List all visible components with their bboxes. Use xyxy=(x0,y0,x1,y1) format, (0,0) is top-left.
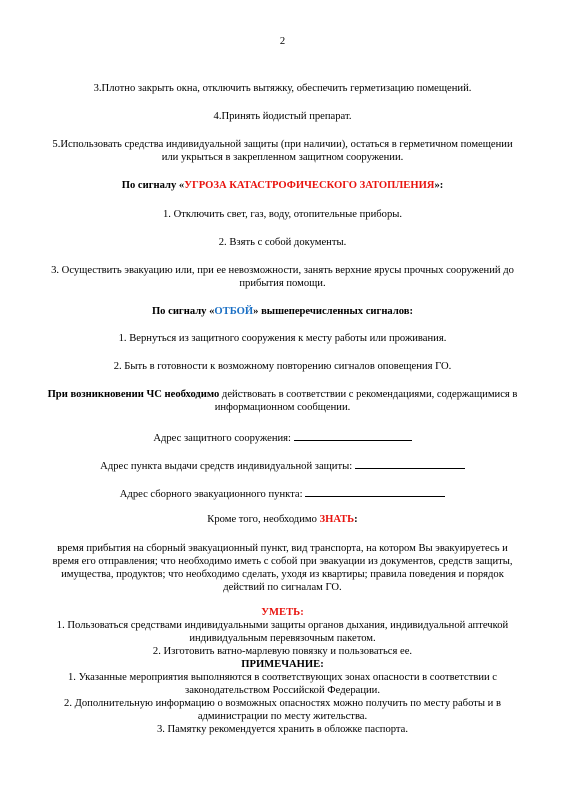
ppe-address-label: Адрес пункта выдачи средств индивидуальной защиты: xyxy=(100,461,353,472)
note-title: ПРИМЕЧАНИЕ: xyxy=(241,659,324,670)
know-heading-suffix: : xyxy=(354,514,358,525)
emergency-line2: информационном сообщении. xyxy=(214,402,351,413)
shelter-address-label: Адрес защитного сооружения: xyxy=(153,433,291,444)
flood-item-2: 2. Взять с собой документы. xyxy=(218,237,347,248)
note-line-3: 2. Дополнительную информацию о возможных опасностях можно получить по месту работы и в xyxy=(64,698,501,709)
flood-heading-prefix: По сигналу « xyxy=(121,180,185,191)
flood-signal-heading xyxy=(28,179,537,192)
skills-line-2: индивидуальным перевязочным пакетом. xyxy=(189,633,376,644)
allclear-item-2: 2. Быть в готовности к возможному повторению сигналов оповещения ГО. xyxy=(113,361,452,372)
know-line-3: имущества, продуктов; что необходимо сделать, уходя из квартиры; правила поведения и порядок xyxy=(61,569,504,580)
know-line-1: время прибытия на сборный эвакуационный пункт, вид транспорта, на котором Вы эвакуируетесь и xyxy=(57,543,508,554)
know-line-2: время его отправления; что необходимо иметь с собой при эвакуации из документов, средств защиты, xyxy=(52,556,513,567)
flood-item-1: 1. Отключить свет, газ, воду, отопительные приборы. xyxy=(162,209,403,220)
emergency-line1 xyxy=(28,388,537,401)
evac-address-blank xyxy=(305,486,445,497)
evac-address-row xyxy=(28,486,537,501)
know-heading-prefix: Кроме того, необходимо xyxy=(207,514,320,525)
instruction-5-line2: или укрыться в закрепленном защитном сооружении. xyxy=(161,152,404,163)
allclear-heading-suffix: » вышеперечисленных сигналов: xyxy=(253,306,414,317)
flood-heading-suffix: »: xyxy=(434,180,444,191)
know-heading xyxy=(28,513,537,526)
flood-item-3-line1: 3. Осуществить эвакуацию или, при ее невозможности, занять верхние ярусы прочных сооружений до xyxy=(51,265,514,276)
note-line-5: 3. Памятку рекомендуется хранить в обложке паспорта. xyxy=(156,724,409,735)
emergency-bold-text: При возникновении ЧС необходимо xyxy=(47,389,220,400)
flood-item-3-line2: прибытия помощи. xyxy=(239,278,326,289)
note-line-1: 1. Указанные мероприятия выполняются в соответствующих зонах опасности в соответствии с xyxy=(67,672,498,683)
skills-line-3: 2. Изготовить ватно-марлевую повязку и пользоваться ее. xyxy=(152,646,413,657)
allclear-signal-heading xyxy=(28,305,537,318)
instruction-5-line1: 5.Использовать средства индивидуальной защиты (при наличии), остаться в герметичном помещении xyxy=(52,139,513,150)
ppe-address-blank xyxy=(355,458,465,469)
emergency-text: действовать в соответствии с рекомендациями, содержащимися в xyxy=(219,389,518,400)
shelter-address-row xyxy=(28,430,537,445)
evac-address-label: Адрес сборного эвакуационного пункта: xyxy=(119,489,303,500)
ppe-address-row xyxy=(28,458,537,473)
skills-title: УМЕТЬ: xyxy=(261,607,304,618)
flood-signal-name: УГРОЗА КАТАСТРОФИЧЕСКОГО ЗАТОПЛЕНИЯ xyxy=(184,180,435,191)
allclear-item-1: 1. Вернуться из защитного сооружения к месту работы или проживания. xyxy=(118,333,447,344)
note-line-2: законодательством Российской Федерации. xyxy=(185,685,380,696)
skills-line-1: 1. Пользоваться средствами индивидуальными защиты органов дыхания, индивидуальной аптечкой xyxy=(56,620,509,631)
instruction-3: 3.Плотно закрыть окна, отключить вытяжку, обеспечить герметизацию помещений. xyxy=(93,83,472,94)
know-word: ЗНАТЬ xyxy=(319,514,355,525)
page-number: 2 xyxy=(279,36,286,47)
know-line-4: действий по сигналам ГО. xyxy=(223,582,342,593)
note-line-4: администрации по месту жительства. xyxy=(197,711,368,722)
instruction-4: 4.Принять йодистый препарат. xyxy=(213,111,352,122)
allclear-signal-name: ОТБОЙ xyxy=(214,306,254,317)
shelter-address-blank xyxy=(294,430,412,441)
allclear-heading-prefix: По сигналу « xyxy=(151,306,215,317)
